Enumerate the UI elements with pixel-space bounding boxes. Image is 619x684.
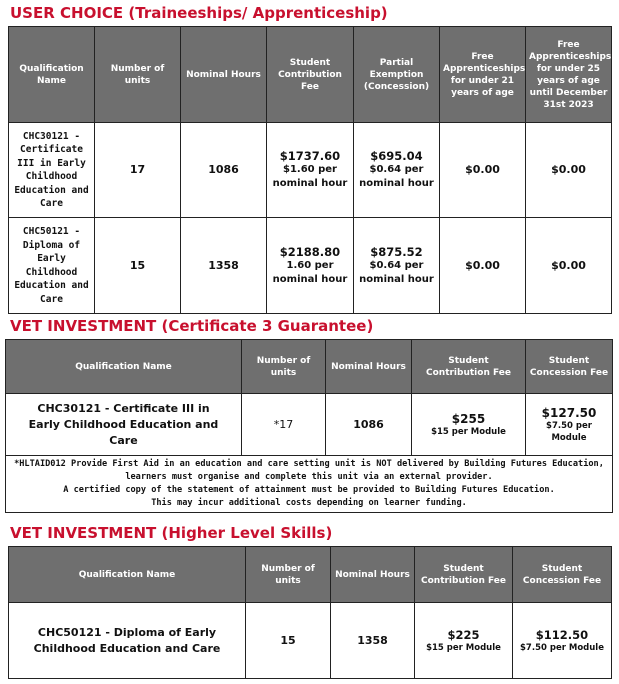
fee-note: 1.60 per nominal hour (272, 259, 348, 285)
note-line: This may incur additional costs depending on learner funding. (151, 498, 467, 508)
header-student-contribution-fee: Student Contribution Fee (267, 27, 354, 123)
concession-amount: $112.50 (535, 627, 589, 642)
free-under-25-value: $0.00 (526, 123, 612, 218)
table-row (9, 123, 612, 218)
header-student-contribution-fee: Student Contribution Fee (415, 547, 513, 603)
header-student-concession-fee: Student Concession Fee (513, 547, 612, 603)
header-qualification-name: Qualification Name (6, 340, 242, 394)
concession-amount: $875.52 (370, 244, 423, 259)
table-row (6, 394, 613, 456)
free-under-21-value: $0.00 (440, 123, 526, 218)
vet-hls-table (8, 546, 612, 679)
concession-amount: $127.50 (541, 405, 597, 420)
concession-note: $7.50 per Module (520, 642, 604, 653)
concession-amount: $695.04 (370, 149, 423, 163)
user-choice-table (8, 26, 612, 314)
first-aid-note (6, 456, 613, 513)
table-row (9, 603, 612, 679)
concession-fee (513, 603, 612, 679)
header-free-under-21: Free Apprenticeships for under 21 years of age (440, 27, 526, 123)
qualification-name: CHC30121 - Certificate III in Early Childhood Education and Care (9, 123, 95, 218)
vet-c3g-table (5, 339, 613, 513)
fee-note: $15 per Module (431, 426, 506, 437)
units: *17 (242, 394, 326, 456)
header-partial-exemption: Partial Exemption (Concession) (354, 27, 440, 123)
concession-fee (354, 123, 440, 218)
nominal-hours: 1086 (326, 394, 412, 456)
header-student-contribution-fee: Student Contribution Fee (412, 340, 526, 394)
qualification-name: CHC50121 - Diploma of Early Childhood Education and Care (9, 218, 95, 314)
concession-note: $0.64 per nominal hour (359, 259, 434, 285)
free-under-21-value: $0.00 (440, 218, 526, 314)
header-number-of-units: Number of units (95, 27, 181, 123)
concession-note: $0.64 per nominal hour (359, 164, 434, 189)
user-choice-heading: USER CHOICE (Traineeships/ Apprenticeship) (10, 4, 388, 22)
free-under-25-value: $0.00 (526, 218, 612, 314)
units: 17 (95, 123, 181, 218)
fee-note: $15 per Module (426, 642, 501, 653)
header-nominal-hours: Nominal Hours (331, 547, 415, 603)
header-number-of-units: Number of units (246, 547, 331, 603)
header-qualification-name: Qualification Name (9, 27, 95, 123)
fee-amount: $225 (447, 627, 480, 642)
note-line: *HLTAID012 Provide First Aid in an education and care setting unit is NOT delivered by Building Futures Education, (14, 459, 604, 469)
header-nominal-hours: Nominal Hours (181, 27, 267, 123)
vet-hls-heading: VET INVESTMENT (Higher Level Skills) (10, 524, 333, 542)
nominal-hours: 1358 (331, 603, 415, 679)
vet-c3g-heading: VET INVESTMENT (Certificate 3 Guarantee) (10, 317, 374, 335)
nominal-hours: 1086 (181, 123, 267, 218)
units: 15 (95, 218, 181, 314)
fee-amount: $2188.80 (279, 244, 341, 259)
fee-note: $1.60 per nominal hour (272, 164, 348, 189)
header-free-under-25: Free Apprenticeships for under 25 years of age until December 31st 2023 (526, 27, 612, 123)
table-row (9, 218, 612, 314)
header-qualification-name: Qualification Name (9, 547, 246, 603)
concession-note: $7.50 per Module (546, 420, 592, 443)
units: 15 (246, 603, 331, 679)
header-student-concession-fee: Student Concession Fee (526, 340, 613, 394)
note-line: learners must organise and complete this unit via an external provider. (125, 472, 493, 482)
header-nominal-hours: Nominal Hours (326, 340, 412, 394)
student-fee (267, 218, 354, 314)
concession-fee (526, 394, 613, 456)
header-number-of-units: Number of units (242, 340, 326, 394)
fee-amount: $1737.60 (279, 149, 341, 163)
qualification-name: CHC30121 - Certificate III in Early Childhood Education and Care (6, 394, 242, 456)
note-line: A certified copy of the statement of attainment must be provided to Building Futures Education. (63, 485, 555, 495)
concession-fee (354, 218, 440, 314)
student-fee (412, 394, 526, 456)
fee-amount: $255 (451, 411, 486, 426)
nominal-hours: 1358 (181, 218, 267, 314)
qualification-name: CHC50121 - Diploma of Early Childhood Education and Care (9, 603, 246, 679)
student-fee (415, 603, 513, 679)
student-fee (267, 123, 354, 218)
